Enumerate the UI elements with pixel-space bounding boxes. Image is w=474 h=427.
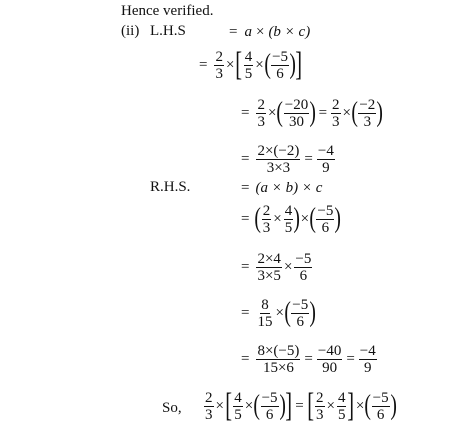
equals-sign: = bbox=[241, 210, 250, 227]
right-paren: ) bbox=[389, 390, 397, 421]
equals-sign: = bbox=[241, 104, 250, 121]
right-paren: ) bbox=[334, 203, 342, 234]
fraction: $\frac{-4}{9}$ bbox=[359, 342, 376, 376]
fraction: $\frac{2}{3}$ bbox=[257, 96, 265, 130]
rhs-definition bbox=[240, 180, 322, 197]
conclusion-equation bbox=[203, 386, 396, 426]
left-paren: ( bbox=[364, 390, 372, 421]
left-paren: ( bbox=[253, 390, 261, 421]
right-paren: ) bbox=[309, 297, 317, 328]
equals-sign: = bbox=[199, 56, 208, 73]
left-paren: ( bbox=[351, 97, 358, 128]
fraction: $\frac{2}{3}$ bbox=[332, 96, 340, 130]
fraction: $\frac{-2}{3}$ bbox=[359, 96, 376, 130]
left-paren: ( bbox=[309, 203, 316, 234]
left-bracket: [ bbox=[225, 387, 233, 424]
lhs-definition bbox=[228, 24, 310, 41]
right-bracket: ] bbox=[285, 387, 292, 424]
fraction: $\frac{-5}{6}$ bbox=[292, 296, 309, 330]
fraction: $\frac{-5}{6}$ bbox=[272, 48, 289, 82]
var-a: a bbox=[244, 24, 252, 40]
left-paren: ( bbox=[254, 203, 262, 234]
rhs-label: R.H.S. bbox=[150, 179, 191, 195]
right-bracket: ] bbox=[347, 387, 355, 424]
equals-sign: = bbox=[241, 258, 250, 275]
times-sign: × bbox=[300, 210, 310, 227]
left-bracket: [ bbox=[235, 46, 243, 83]
left-paren: ( bbox=[276, 97, 284, 128]
equals-sign: = bbox=[318, 104, 328, 121]
times-sign: × bbox=[267, 104, 277, 121]
fraction: $\frac{8}{15}$ bbox=[257, 296, 273, 330]
rhs-step-2 bbox=[240, 248, 313, 286]
left-bracket: [ bbox=[306, 387, 314, 424]
fraction: $\frac{-4}{9}$ bbox=[317, 142, 334, 176]
fraction: $\frac{-20}{30}$ bbox=[284, 96, 309, 130]
left-paren: ( bbox=[284, 297, 291, 328]
right-paren: ) bbox=[293, 203, 301, 234]
left-paren: ( bbox=[264, 49, 271, 80]
times-sign: × bbox=[275, 304, 284, 321]
equals-sign: = bbox=[304, 150, 313, 167]
fraction: $\frac{2}{3}$ bbox=[316, 389, 324, 423]
so-label: So, bbox=[162, 400, 182, 416]
right-paren: ) bbox=[309, 97, 317, 128]
fraction: $\frac{2\times(-2)}{3\times 3}$ bbox=[257, 142, 300, 176]
fraction: $\frac{4}{5}$ bbox=[234, 389, 242, 423]
b-times-c: (b × c) bbox=[268, 24, 311, 40]
right-paren: ) bbox=[289, 49, 296, 80]
a-times-b-times-c: (a × b) × c bbox=[255, 180, 323, 196]
lhs-label: L.H.S bbox=[150, 23, 186, 39]
times-sign: × bbox=[255, 24, 265, 40]
fraction: $\frac{2\times 4}{3\times 5}$ bbox=[257, 250, 281, 284]
times-sign: × bbox=[342, 104, 351, 121]
fraction: $\frac{-5}{6}$ bbox=[261, 389, 278, 423]
lhs-step-2 bbox=[240, 94, 383, 132]
times-sign: × bbox=[283, 258, 293, 275]
fraction: $\frac{-40}{90}$ bbox=[317, 342, 342, 376]
fraction: $\frac{-5}{6}$ bbox=[295, 250, 312, 284]
equals-sign: = bbox=[295, 397, 304, 414]
hence-verified-text: Hence verified. bbox=[121, 3, 214, 19]
fraction: $\frac{-5}{6}$ bbox=[372, 389, 389, 423]
lhs-step-3 bbox=[240, 140, 336, 178]
equals-sign: = bbox=[229, 24, 238, 40]
rhs-step-1 bbox=[240, 200, 341, 238]
rhs-step-3 bbox=[240, 294, 316, 332]
times-sign: × bbox=[255, 56, 264, 73]
right-paren: ) bbox=[278, 390, 286, 421]
fraction: $\frac{-5}{6}$ bbox=[317, 202, 334, 236]
fraction: $\frac{8\times(-5)}{15\times 6}$ bbox=[257, 342, 300, 376]
times-sign: × bbox=[355, 397, 365, 414]
equals-sign: = bbox=[241, 150, 250, 167]
times-sign: × bbox=[215, 397, 224, 414]
rhs-step-4 bbox=[240, 340, 378, 378]
times-sign: × bbox=[326, 397, 335, 414]
times-sign: × bbox=[225, 56, 235, 73]
right-paren: ) bbox=[376, 97, 384, 128]
lhs-step-1 bbox=[198, 46, 303, 84]
part-label: (ii) bbox=[121, 23, 140, 39]
times-sign: × bbox=[273, 210, 282, 227]
right-bracket: ] bbox=[295, 46, 303, 83]
equals-sign: = bbox=[241, 350, 250, 367]
fraction: $\frac{2}{3}$ bbox=[262, 202, 271, 236]
fraction: $\frac{2}{3}$ bbox=[205, 389, 213, 423]
equals-sign: = bbox=[241, 180, 250, 196]
times-sign: × bbox=[244, 397, 254, 414]
fraction: $\frac{4}{5}$ bbox=[337, 389, 346, 423]
fraction: $\frac{2}{3}$ bbox=[215, 48, 223, 82]
equals-sign: = bbox=[346, 350, 355, 367]
equals-sign: = bbox=[304, 350, 313, 367]
fraction: $\frac{4}{5}$ bbox=[244, 48, 253, 82]
equals-sign: = bbox=[241, 304, 250, 321]
fraction: $\frac{4}{5}$ bbox=[284, 202, 293, 236]
